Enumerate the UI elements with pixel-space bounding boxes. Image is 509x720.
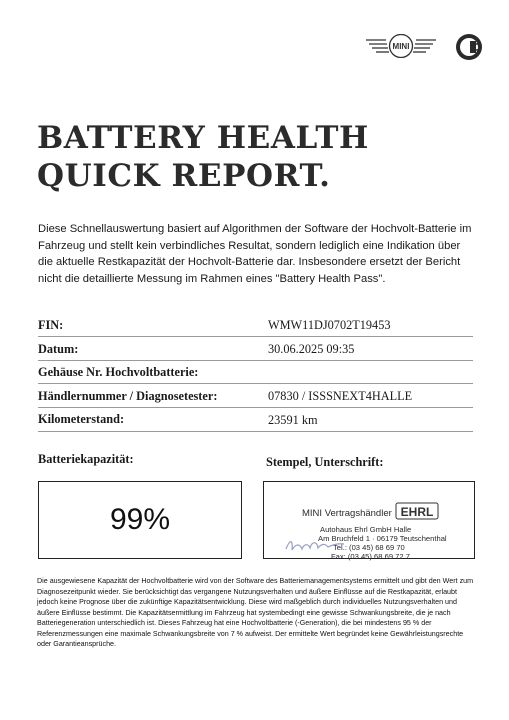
dealer-number-value: 07830 / ISSSNEXT4HALLE xyxy=(268,389,413,403)
divider xyxy=(38,407,473,408)
electric-plug-icon xyxy=(455,33,483,61)
stamp-signature-label: Stempel, Unterschrift: xyxy=(266,455,384,469)
divider xyxy=(38,383,473,384)
stamp-dealer-text: MINI Vertragshändler xyxy=(302,508,392,519)
battery-housing-label: Gehäuse Nr. Hochvoltbatterie: xyxy=(38,365,199,379)
mileage-label: Kilometerstand: xyxy=(38,412,125,426)
fin-label: FIN: xyxy=(38,318,64,332)
fin-value: WMW11DJ0702T19453 xyxy=(268,318,391,332)
capacity-value: 99% xyxy=(109,503,171,536)
disclaimer-footnote: Die ausgewiesene Kapazität der Hochvoltbatterie wird von der Software des Batteriemanagementsystems ermittelt und gibt den Wert zum Diagnosezeitpunkt wieder. Sie berücksichtigt das vergangene Nutzungsverhalten und äußere Einflüsse auf die Restkapazität, erlaubt jedoch keine Prognose über die zukünftige Kapazitätsentwicklung. Diese wird maßgeblich durch individuelles Nutzungsverhalten und äußere Einflüsse bestimmt. Die Kapazitätsermittlung im Fahrzeug hat systembedingt eine gewisse Schwankungsbreite, die je nach Batteriegeneration unterschiedlich ist. Dieses Fahrzeug hat eine Hochvoltbatterie (-Generation), die bei mindestens 95 % der Referenzmessungen eine maximale Schwankungsbreite von 7 % aufweist. Der ermittelte Wert begründet keine Gewährleistungsrechte oder Garantieansprüche. xyxy=(37,577,474,648)
divider xyxy=(38,360,473,361)
handwritten-signature xyxy=(284,535,348,555)
date-label: Datum: xyxy=(38,342,79,356)
stamp-address: Am Bruchfeld 1 · 06179 Teutschenthal xyxy=(318,534,447,543)
ehrl-logo xyxy=(395,502,439,520)
stamp-fax: Fax: (03 45) 68 69 72 7 xyxy=(331,552,410,561)
divider xyxy=(38,431,473,432)
stamp-phone: Tel.: (03 45) 68 69 70 xyxy=(333,543,405,552)
capacity-label: Batteriekapazität: xyxy=(38,452,134,466)
mini-logo-text: MINI xyxy=(392,42,410,51)
ehrl-logo-text: EHRL xyxy=(400,505,434,519)
capacity-box xyxy=(38,481,242,559)
stamp-company: Autohaus Ehrl GmbH Halle xyxy=(320,525,412,534)
date-value: 30.06.2025 09:35 xyxy=(268,342,355,356)
dealer-number-label: Händlernummer / Diagnosetester: xyxy=(38,389,218,403)
divider xyxy=(38,336,473,337)
mini-logo xyxy=(366,34,436,58)
report-title-line1: BATTERY HEALTH xyxy=(37,120,369,156)
intro-paragraph: Diese Schnellauswertung basiert auf Algorithmen der Software der Hochvolt-Batterie im Fahrzeug und stellt kein verbindliches Resultat, sondern lediglich eine Indikation über die aktuelle Restkapazität der Hochvolt-Batterie dar. Insbesondere ersetzt der Bericht nicht die detaillierte Messung im Rahmen eines "Battery Health Pass". xyxy=(38,223,472,285)
report-title-line2: QUICK REPORT. xyxy=(37,158,331,194)
mileage-value: 23591 km xyxy=(268,413,318,427)
